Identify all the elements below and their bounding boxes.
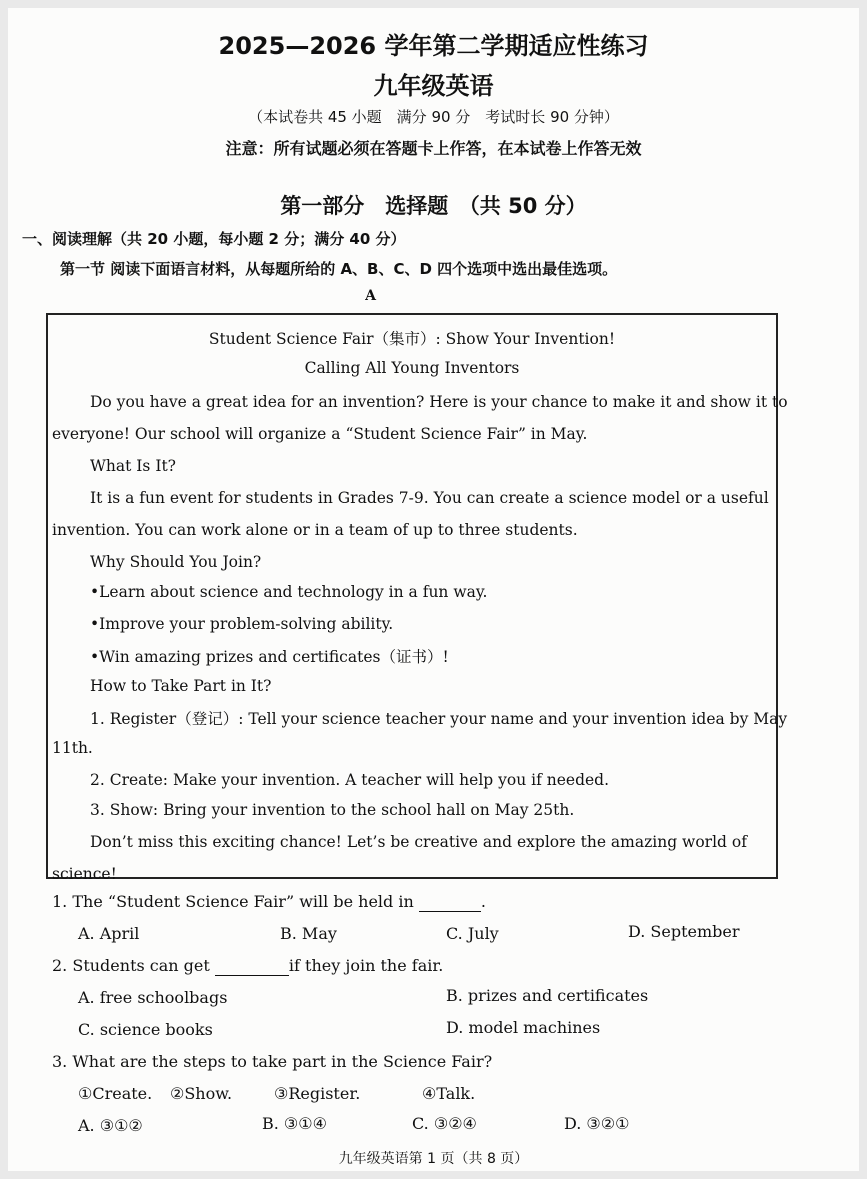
passage-title: Student Science Fair（集市）: Show Your Invention! [208, 330, 616, 348]
step-item: ③Register. [274, 1084, 361, 1103]
option-d[interactable]: D. ③②① [564, 1114, 630, 1133]
passage-paragraph: It is a fun event for students in Grades 7-9. You can create a science model or a useful [90, 489, 769, 507]
option-a[interactable]: A. April [78, 924, 140, 943]
exam-notice: 注意：所有试题必须在答题卡上作答，在本试卷上作答无效 [225, 139, 642, 158]
question-1 [52, 892, 486, 912]
passage-bullet: •Improve your problem-solving ability. [90, 615, 394, 633]
answer-blank [419, 892, 481, 912]
passage-paragraph: everyone! Our school will organize a “Student Science Fair” in May. [52, 425, 588, 443]
passage-subtitle: Calling All Young Inventors [304, 359, 520, 377]
option-c[interactable]: C. ③②④ [412, 1114, 477, 1133]
passage-step: 11th. [52, 739, 93, 757]
passage-heading: What Is It? [90, 457, 176, 475]
step-item: ④Talk. [422, 1084, 476, 1103]
step-item: ①Create. [78, 1084, 153, 1103]
option-d[interactable]: D. model machines [446, 1018, 601, 1037]
question-stem-end: if they join the fair. [288, 956, 444, 975]
passage-paragraph: science! [52, 865, 117, 883]
passage-box [46, 313, 788, 883]
passage-step: 3. Show: Bring your invention to the school hall on May 25th. [90, 801, 575, 819]
exam-page [8, 8, 859, 1171]
question-3: 3. What are the steps to take part in the Science Fair? [52, 1052, 493, 1071]
option-c[interactable]: C. science books [78, 1020, 213, 1039]
question-stem-end: . [480, 892, 486, 911]
question-2 [52, 956, 443, 976]
step-item: ②Show. [170, 1084, 233, 1103]
passage-paragraph: invention. You can work alone or in a team of up to three students. [52, 521, 578, 539]
passage-label: A [365, 288, 376, 304]
option-a[interactable]: A. ③①② [78, 1116, 143, 1135]
option-b[interactable]: B. May [280, 924, 337, 943]
option-d[interactable]: D. September [628, 922, 740, 941]
exam-subject: 九年级英语 [373, 72, 494, 100]
section-heading: 一、阅读理解（共 20 小题，每小题 2 分；满分 40 分） [22, 230, 406, 248]
passage-bullet: •Learn about science and technology in a fun way. [90, 583, 488, 601]
page-footer: 九年级英语第 1 页（共 8 页） [338, 1151, 529, 1167]
option-c[interactable]: C. July [446, 924, 499, 943]
passage-heading: How to Take Part in It? [90, 677, 272, 695]
answer-blank [215, 956, 289, 976]
question-stem: 2. Students can get [52, 956, 210, 975]
part-title: 第一部分 选择题 （共 50 分） [280, 194, 587, 218]
passage-step: 2. Create: Make your invention. A teacher will help you if needed. [90, 771, 610, 789]
question-stem: 1. The “Student Science Fair” will be held in [52, 892, 414, 911]
passage-heading: Why Should You Join? [90, 553, 262, 571]
section-instruction: 第一节 阅读下面语言材料，从每题所给的 A、B、C、D 四个选项中选出最佳选项。 [60, 260, 618, 278]
passage-step: 1. Register（登记）: Tell your science teacher your name and your invention idea by May [90, 710, 788, 728]
option-a[interactable]: A. free schoolbags [78, 988, 228, 1007]
exam-info: （本试卷共 45 小题 满分 90 分 考试时长 90 分钟） [248, 108, 619, 126]
option-b[interactable]: B. prizes and certificates [446, 986, 649, 1005]
option-b[interactable]: B. ③①④ [262, 1114, 327, 1133]
passage-paragraph: Don’t miss this exciting chance! Let’s be creative and explore the amazing world of [90, 833, 747, 851]
exam-title: 2025—2026 学年第二学期适应性练习 [218, 32, 649, 60]
passage-paragraph: Do you have a great idea for an invention? Here is your chance to make it and show it to [90, 393, 788, 411]
passage-bullet: •Win amazing prizes and certificates（证书）! [90, 648, 449, 666]
